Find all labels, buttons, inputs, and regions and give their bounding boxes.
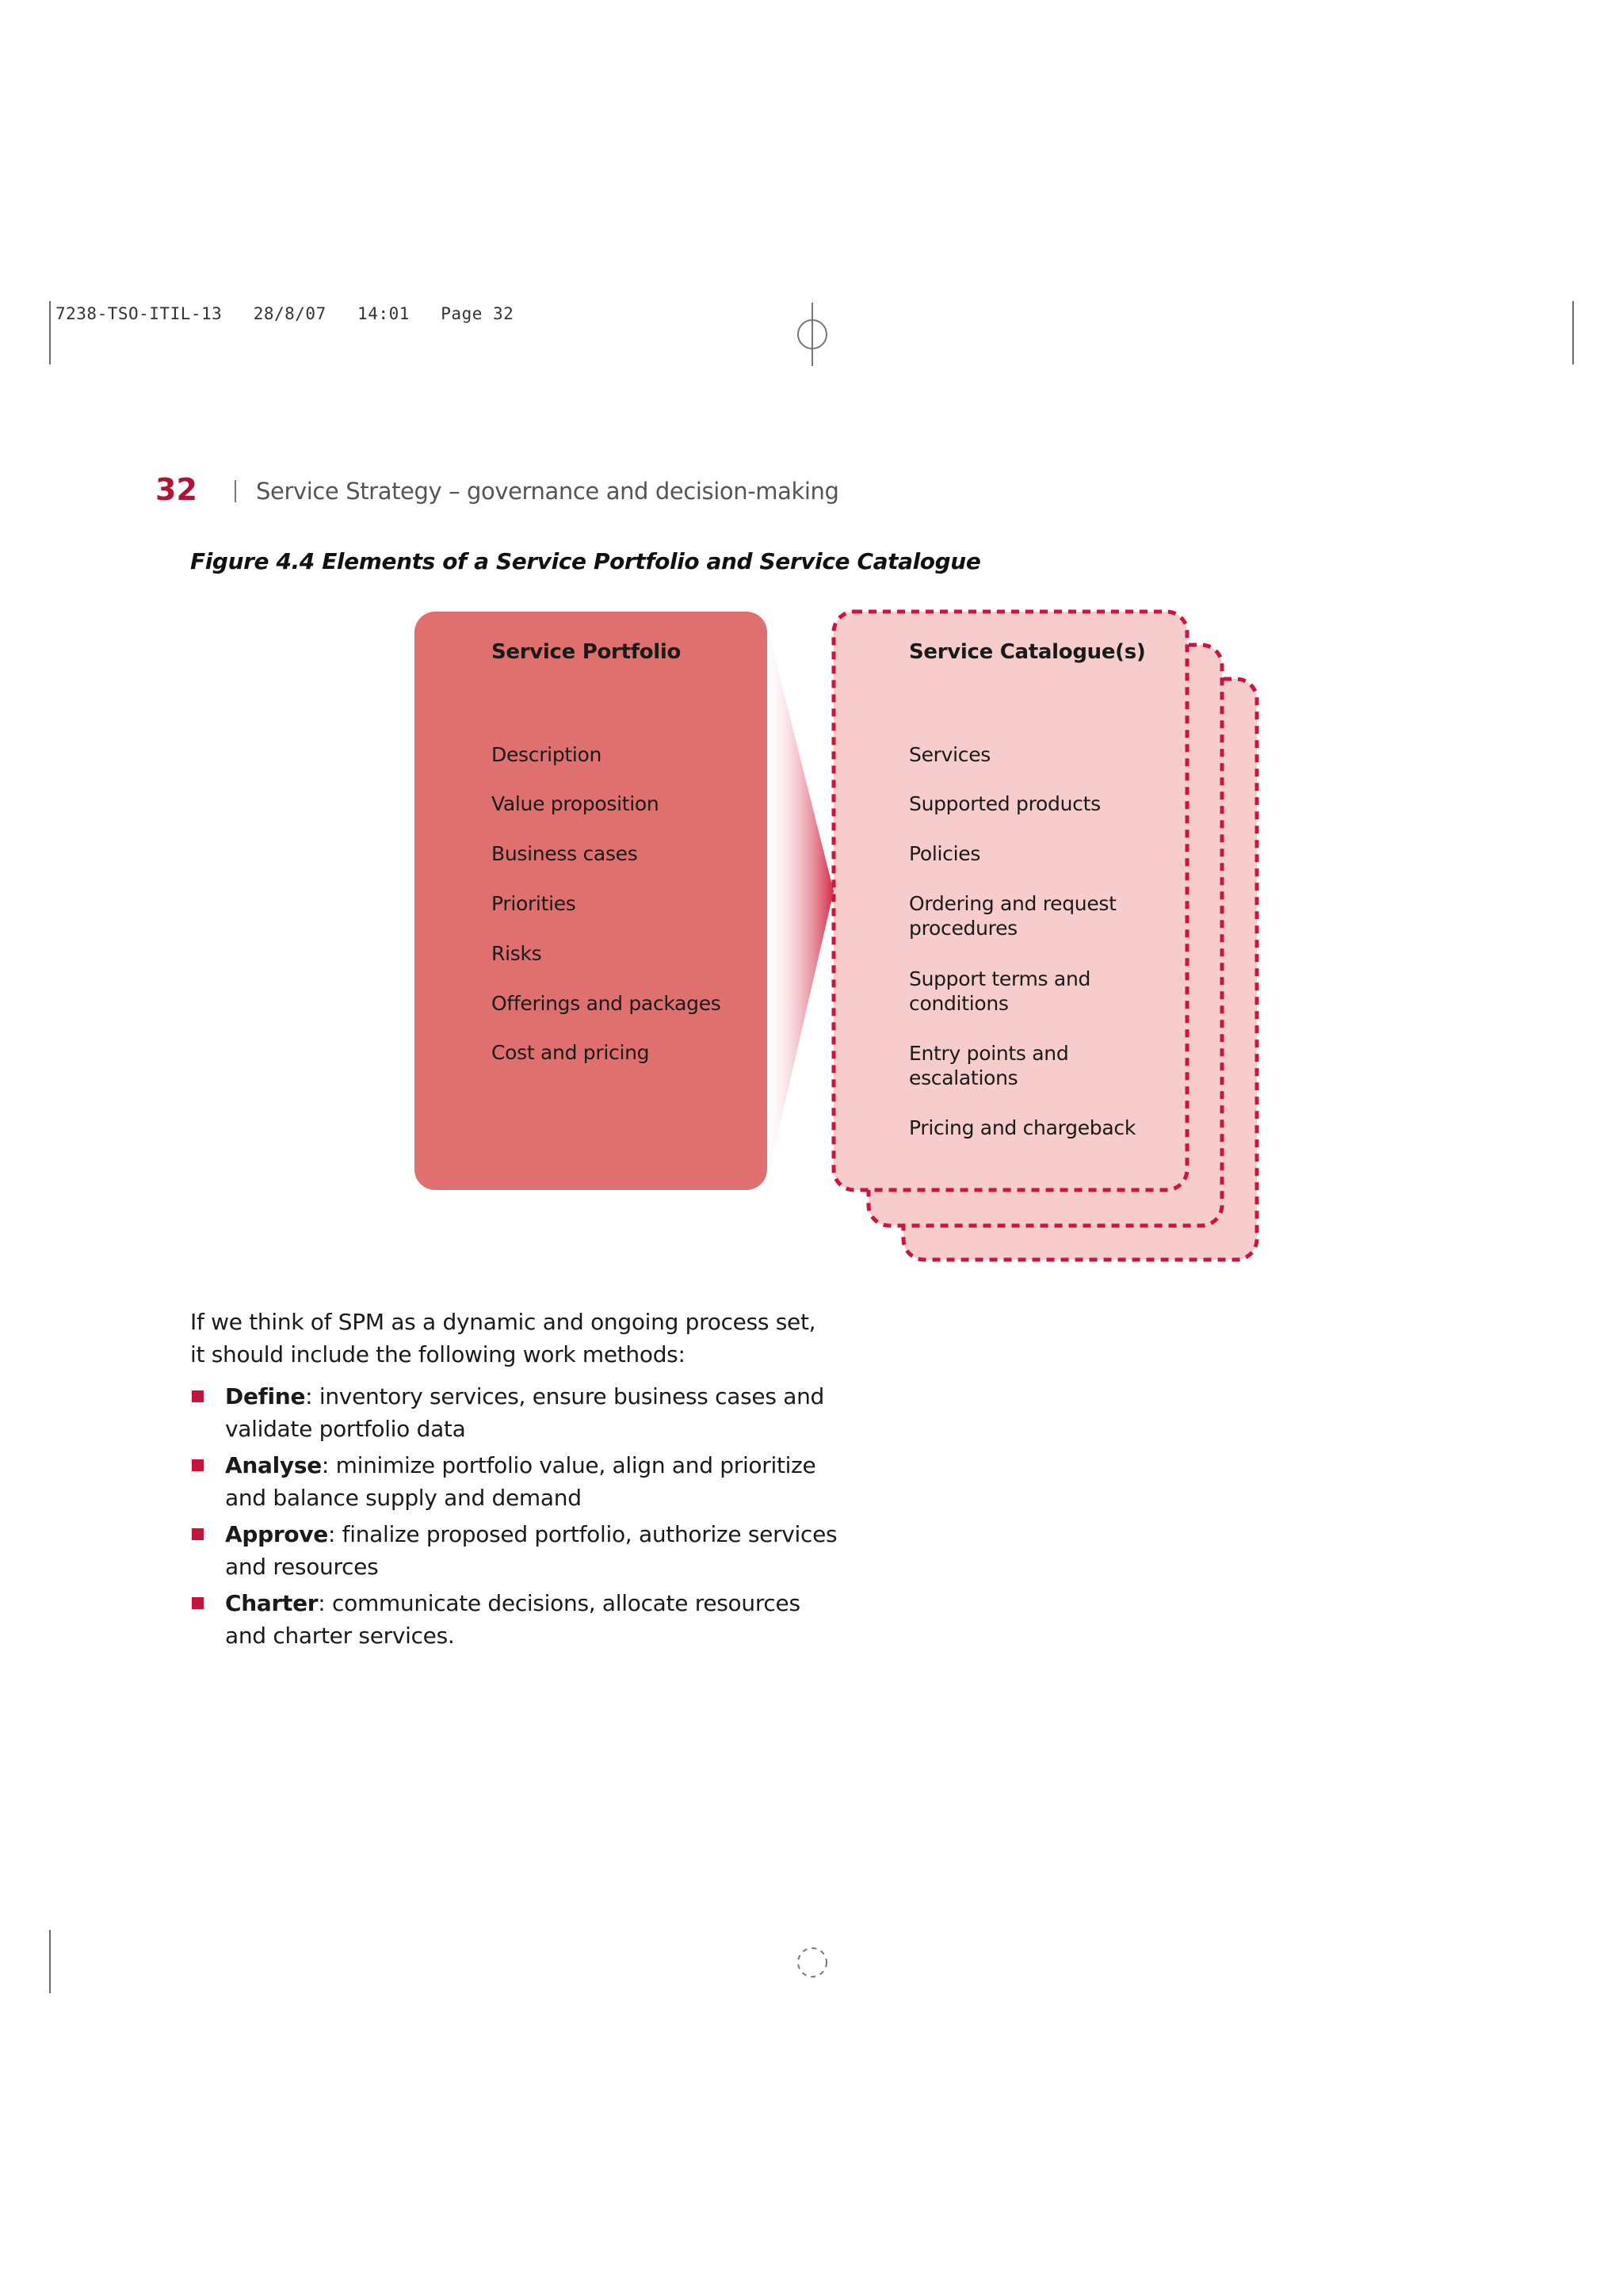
catalogue-item-ordering: Ordering and request procedures <box>909 892 1117 940</box>
page-number: 32 <box>155 472 197 507</box>
connector-wedge <box>767 626 834 1180</box>
portfolio-item-priorities: Priorities <box>491 892 576 915</box>
list-item-define: Define: inventory services, ensure business cases and validate portfolio data <box>190 1380 840 1445</box>
bullet-term: Define <box>225 1383 306 1409</box>
catalogue-item-pricing: Pricing and chargeback <box>909 1116 1136 1139</box>
portfolio-title: Service Portfolio <box>491 640 682 664</box>
catalogue-item-support-terms: Support terms and conditions <box>909 967 1091 1015</box>
bullet-term: Analyse <box>225 1452 322 1478</box>
bullet-term: Charter <box>225 1590 319 1616</box>
bullet-square-icon <box>192 1528 204 1540</box>
work-methods-list <box>190 1380 840 1656</box>
portfolio-item-description: Description <box>491 743 602 766</box>
bullet-square-icon <box>192 1390 204 1402</box>
portfolio-item-risks: Risks <box>491 942 542 965</box>
figure-caption: Figure 4.4 Elements of a Service Portfolio and Service Catalogue <box>190 548 981 574</box>
printer-slug: 7238-TSO-ITIL-13 28/8/07 14:01 Page 32 <box>55 304 514 323</box>
registration-mark-bottom <box>792 1943 832 1982</box>
crop-mark-bottom-left <box>49 1930 51 1993</box>
catalogue-item-entry-points: Entry points and escalations <box>909 1042 1069 1089</box>
portfolio-item-business-cases: Business cases <box>491 842 638 865</box>
list-item-approve: Approve: finalize proposed portfolio, authorize services and resources <box>190 1518 840 1583</box>
catalogue-title: Service Catalogue(s) <box>909 640 1146 664</box>
bullet-term: Approve <box>225 1521 328 1547</box>
portfolio-box <box>414 612 767 1190</box>
catalogue-item-policies: Policies <box>909 842 981 865</box>
bullet-square-icon <box>192 1597 204 1609</box>
bullet-square-icon <box>192 1459 204 1471</box>
intro-paragraph: If we think of SPM as a dynamic and ongoing process set, it should include the following work methods: <box>190 1309 816 1367</box>
catalogue-item-services: Services <box>909 743 991 766</box>
portfolio-item-value-proposition: Value proposition <box>491 792 659 815</box>
catalogue-item-supported-products: Supported products <box>909 792 1101 815</box>
running-head: Service Strategy – governance and decision-making <box>256 478 839 505</box>
portfolio-item-cost: Cost and pricing <box>491 1041 650 1064</box>
list-item-analyse: Analyse: minimize portfolio value, align and prioritize and balance supply and demand <box>190 1449 840 1514</box>
list-item-charter: Charter: communicate decisions, allocate resources and charter services. <box>190 1587 840 1652</box>
portfolio-item-offerings: Offerings and packages <box>491 992 721 1015</box>
